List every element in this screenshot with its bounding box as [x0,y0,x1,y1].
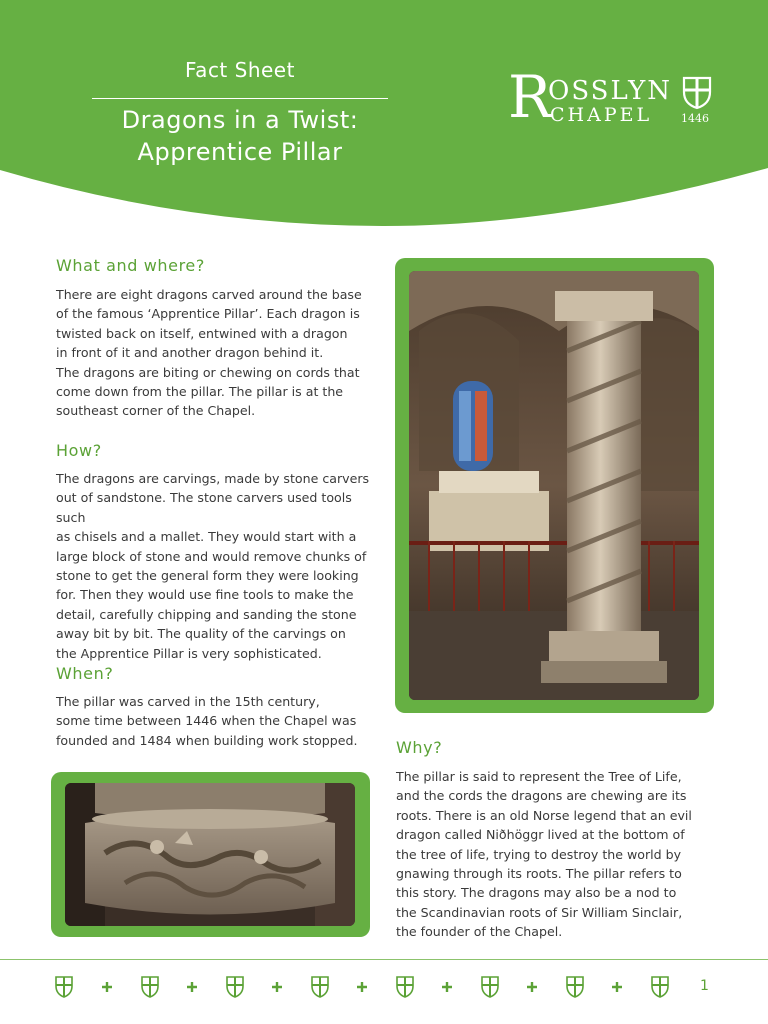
text-line: the founder of the Chapel. [396,924,563,940]
text-line: The dragons are carvings, made by stone carvers [56,471,370,486]
footer-divider [0,959,768,960]
heading-what-and-where: What and where? [56,256,205,275]
shield-icon [142,977,158,997]
apprentice-pillar-photo [409,271,699,700]
footer-decoration [52,974,682,1006]
text-line: twisted back on itself, entwined with a dragon [56,325,348,341]
page-title-line-2: Apprentice Pillar [137,138,343,166]
text-line: The pillar is said to represent the Tree of Life, [396,769,682,784]
logo-line-2: CHAPEL [550,104,653,126]
fact-sheet-label: Fact Sheet [185,58,295,82]
text-line: out of sandstone. The stone carvers used tools such [56,490,352,525]
shield-icon [56,977,72,997]
shield-icon [482,977,498,997]
text-line: founded and 1484 when building work stopped. [56,732,358,748]
why-text [396,767,716,942]
text-line: as chisels and a mallet. They would start with a [56,529,357,545]
when-text [56,692,376,750]
cross-shield-icon [682,76,712,114]
text-line: some time between 1446 when the Chapel was [56,713,357,729]
plus-icon [272,982,282,992]
text-line: come down from the pillar. The pillar is at the [56,384,344,400]
logo-initial: R [508,63,552,131]
logo-line-1: OSSLYN [548,76,672,106]
shield-icon [227,977,243,997]
rosslyn-chapel-logo [508,63,718,131]
header-divider [92,98,388,99]
plus-icon [442,982,452,992]
text-line: the Apprentice Pillar is very sophisticated. [56,645,322,661]
text-line: gnawing through its roots. The pillar refers to [396,866,682,882]
text-line: for. Then they would use fine tools to make the [56,587,354,603]
shield-icon [312,977,328,997]
text-line: this story. The dragons may also be a nod to [396,885,677,901]
text-line: dragon called Niðhöggr lived at the bottom of [396,827,685,843]
how-text [56,469,376,663]
plus-icon [612,982,622,992]
text-line: stone to get the general form they were looking [56,568,359,584]
text-line: detail, carefully chipping and sanding the stone [56,606,357,622]
page-number: 1 [700,978,709,994]
plus-icon [357,982,367,992]
logo-year: 1446 [681,112,709,125]
heading-when: When? [56,664,114,683]
shield-icon [567,977,583,997]
text-line: of the famous ‘Apprentice Pillar’. Each dragon is [56,306,360,322]
text-line: large block of stone and would remove chunks of [56,548,367,564]
shield-icon [397,977,413,997]
text-line: roots. There is an old Norse legend that an evil [396,807,692,823]
text-line: There are eight dragons carved around the base [56,287,362,302]
plus-icon [187,982,197,992]
text-line: the tree of life, trying to destroy the world by [396,846,682,862]
text-line: southeast corner of the Chapel. [56,403,256,419]
text-line: in front of it and another dragon behind it. [56,345,324,361]
plus-icon [527,982,537,992]
text-line: the Scandinavian roots of Sir William Sinclair, [396,904,683,920]
heading-why: Why? [396,738,443,757]
page-title-line-1: Dragons in a Twist: [121,106,359,134]
text-line: and the cords the dragons are chewing are its [396,788,687,804]
text-line: The pillar was carved in the 15th century, [56,694,320,709]
plus-icon [102,982,112,992]
what-and-where-text [56,285,376,421]
text-line: away bit by bit. The quality of the carvings on [56,626,346,642]
heading-how: How? [56,441,102,460]
shield-icon [652,977,668,997]
page-title [92,104,388,168]
dragon-carving-photo [65,783,355,926]
text-line: The dragons are biting or chewing on cords that [56,364,360,380]
